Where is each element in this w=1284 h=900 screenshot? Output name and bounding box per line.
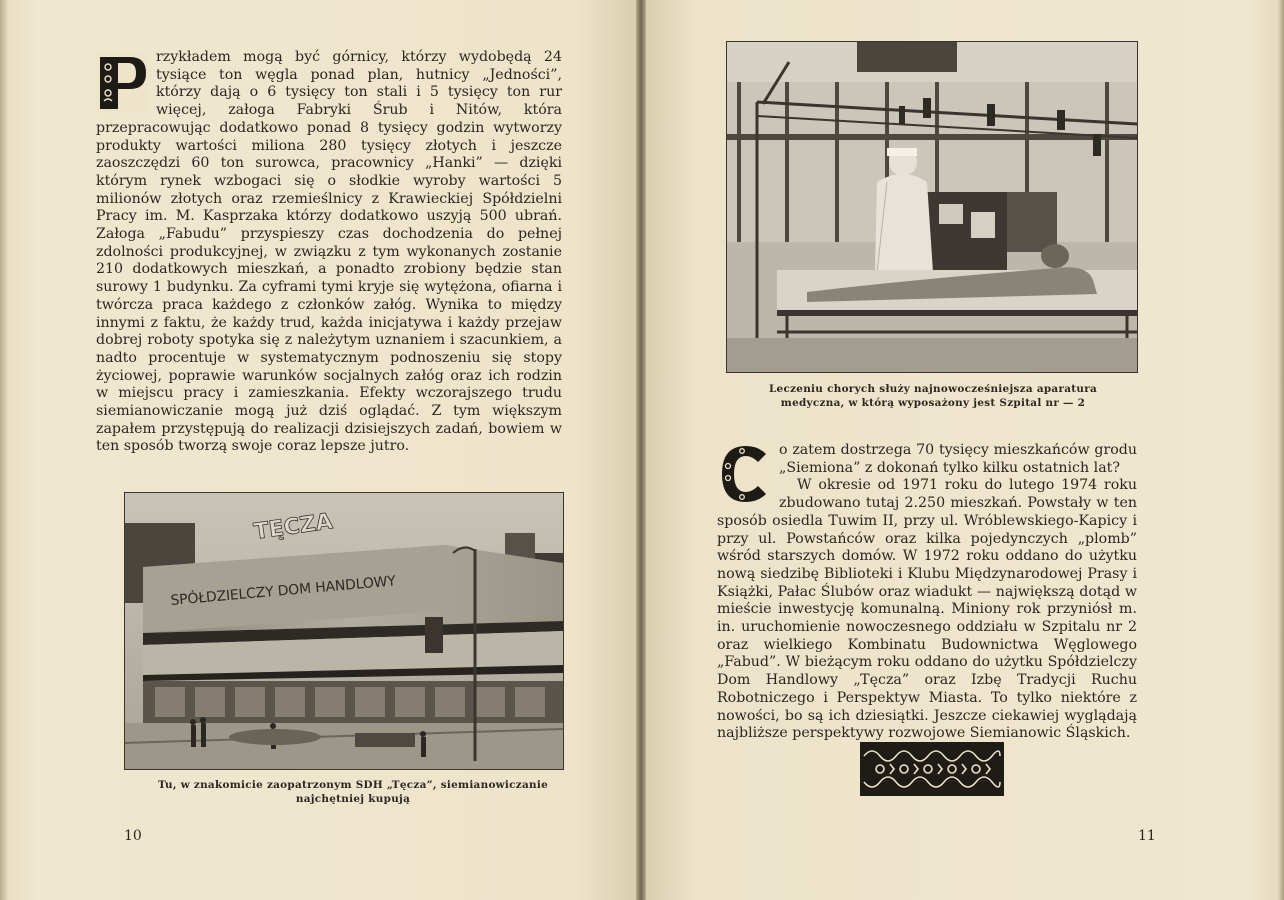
right-body-text (717, 442, 1137, 743)
hospital-ward-photo (726, 41, 1138, 373)
hospital-illustration (727, 42, 1137, 372)
book-gutter (636, 0, 646, 900)
drop-cap-letter-c: C (744, 494, 745, 495)
store-facade-lettering: SPÓŁDZIELCZY DOM HANDLOWY (169, 573, 397, 609)
department-store-illustration (125, 493, 563, 769)
drop-cap-c-ornament (717, 444, 771, 504)
store-photo-caption: Tu, w znakomicie zaopatrzonym SDH „Tęcza”, siemianowiczanie najchętniej kupują (157, 779, 549, 805)
drop-cap-p-ornament (96, 51, 148, 115)
hospital-photo-caption: Leczeniu chorych służy najnowocześniejsza aparatura medyczna, w którą wyposażony jest Szpital nr — 2 (768, 383, 1098, 409)
page-number-left: 10 (124, 828, 142, 844)
left-body-text (96, 49, 562, 456)
decorative-ornament (860, 742, 1004, 796)
right-page-edge (1278, 0, 1284, 900)
right-paragraph-2: W okresie od 1971 roku do lutego 1974 roku zbudowano tutaj 2.250 mieszkań. Powstały w ten sposób osiedla Tuwim II, przy ul. Wróblewskiego-Kapicy i przy ul. Powstańców oraz kilka pojedynczych „plomb” wśród starszych domów. W 1972 roku oddano do użytku nową siedzibę Biblioteki i Klubu Międzynarodowej Prasy i Książki, Pałac Ślubów oraz wiadukt — największą dotąd w mieście inwestycję komunalną. Miniony rok przyniósł m. in. uruchomienie nowoczesnego oddziału w Szpitalu nr 2 oraz wielkiego Kombinatu Budownictwa Węglowego „Fabud”. W bieżącym roku oddano do użytku Spółdzielczy Dom Handlowy „Tęcza” oraz Izbę Tradycji Ruchu Robotniczego i Perspektyw Miasta. To tylko niektóre z nowości, bo są ich dziesiątki. Jeszcze ciekawiej wyglądają najbliższe perspektywy rozwojowe Siemianowic Śląskich. (717, 477, 1137, 742)
department-store-photo (124, 492, 564, 770)
page-number-right: 11 (1138, 828, 1156, 844)
left-paragraph: rzykładem mogą być górnicy, którzy wydobędą 24 tysiące ton węgla ponad plan, hutnicy „Jedności”, którzy dają o 6 tysięcy ton stali i 5 tysięcy ton rur więcej, załoga Fabryki Śrub i Nitów, która przepracowując dodatkowo ponad 8 tysięcy godzin wytworzy produkty wartości miliona 280 tysięcy złotych i jeszcze zaoszczędzi 60 ton surowca, pracownicy „Hanki” — dzięki którym rynek wzbogaci się o słodkie wyroby wartości 5 milionów złotych oraz rzemieślnicy z Krawieckiej Spółdzielni Pracy im. M. Kasprzaka którzy dodatkowo uszyją 500 ubrań. Załoga „Fabudu” przyspieszy czas dochodzenia do pełnej zdolności produkcyjnej, w związku z tym wykonanych zostanie 210 dodatkowych mieszkań, a ponadto zrobiony będzie stan surowy 1 budynku. Za cyframi tymi kryje się wytężona, ofiarna i twórcza praca każdego z członków załóg. Wynika to między innymi z faktu, że każdy trud, każda inicjatywa i każdy przejaw dobrej roboty spotyka się z należytym uznaniem i szacunkiem, a nadto procentuje w systematycznym podnoszeniu się stopy życiowej, poprawie warunków socjalnych załóg oraz ich rodzin w miejscu pracy i zamieszkania. Efekty wczorajszego trudu siemianowiczanie mogą już dziś oglądać. Z tym większym zapałem przystępują do realizacji dzisiejszych zadań, bowiem w ten sposób tworzą swoje coraz lepsze jutro. (96, 49, 562, 455)
drop-cap-letter: P (122, 103, 123, 104)
right-paragraph-1: o zatem dostrzega 70 tysięcy mieszkańców grodu „Siemiona” z dokonań tylko kilku ostatnich lat? (779, 442, 1137, 476)
store-sign-tecza: TĘCZA (252, 509, 335, 545)
left-page-edge (0, 0, 8, 900)
